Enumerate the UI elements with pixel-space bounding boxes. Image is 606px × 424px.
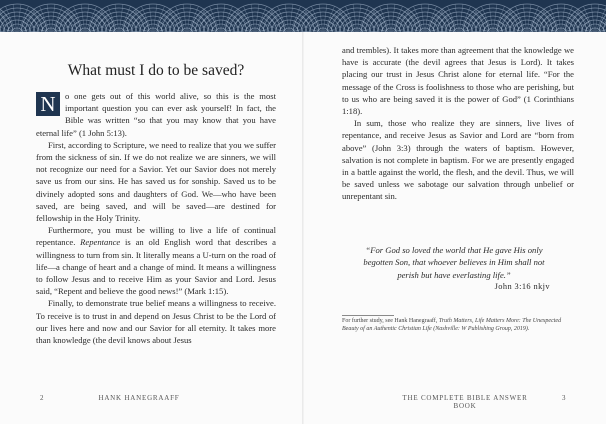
page-number-left: 2: [40, 394, 45, 402]
paragraph-first: First, according to Scripture, we need to realize that you we suffer from the sickness of sin. If we do not realize we are sinners, we will not recognize our need for a Savior. Yet our Savior does not merely save us from our sins. He has saved us for sonship. Saved us to be divinely adopted sons and daughters of God. We—who have been saved, are being saved, and will be saved—are destined for fellowship in the Holy Trinity.: [36, 139, 276, 224]
quote-text: “For God so loved the world that He gave His only begotten Son, that whoever believes in Him shall not perish but have everlasting life.”: [363, 245, 545, 280]
scripture-quote: [354, 244, 554, 294]
decorative-header-band: [0, 0, 606, 32]
running-head-author: HANK HANEGRAAFF: [98, 394, 180, 402]
left-body-text: [36, 90, 276, 346]
right-page: [304, 32, 606, 424]
fan-pattern: [0, 0, 606, 32]
quote-reference: John 3:16 nkjv: [494, 282, 550, 292]
paragraph-finally: Finally, to demonstrate true belief means a willingness to receive. To receive is to trust in and depend on Jesus Christ to be the Lord of our lives here and now and our Savior for all eternity. It takes more than knowledge (the devil knows about Jesus: [36, 298, 276, 346]
footnote: For further study, see Hank Hanegraaff, Truth Matters, Life Matters More: The Unexpected Beauty of an Authentic Christian Life (Nashville: W Publishing Group, 2019).: [342, 318, 562, 332]
page-title: What must I do to be saved?: [67, 62, 245, 79]
paragraph-in-sum: In sum, those who realize they are sinners, live lives of repentance, and receive Jesus as Savior and Lord are “born from above” (John 3:3) through the waters of baptism. However, salvation is not complete in baptism. For we are presently engaged in a battle against the world, the flesh, and the devil. Thus, we will be saved unless we sabotage our salvation through unbelief or unrepentant sin.: [342, 118, 574, 202]
left-page: [0, 32, 302, 424]
right-body-text: [342, 44, 574, 203]
running-head-book: THE COMPLETE BIBLE ANSWER BOOK: [402, 394, 528, 410]
drop-cap: N: [36, 92, 60, 116]
italic-term: Repentance: [80, 237, 121, 248]
footnote-rule: [342, 315, 394, 316]
page-number-right: 3: [562, 394, 567, 402]
paragraph-intro: N o one gets out of this world alive, so this is the most important question you can ever ask yourself! In fact, the Bible was written “so that you may know that you have eternal life” (1 John 5:13).: [36, 91, 276, 138]
paragraph-continued: and trembles). It takes more than agreement that the knowledge we have is accurate (the devil agrees that Jesus is Lord). It takes placing our trust in Jesus Christ alone for eternal life. “For the message of the Cross is foolishness to those who are perishing, but to us who are being saved it is the power of God” (1 Corinthians 1:18).: [342, 45, 574, 117]
paragraph-repentance: Furthermore, you must be willing to live a life of continual repentance. Repentance is an old English word that describes a willingness to turn from sin. It literally means a U-turn on the road of life—a change of heart and a change of mind. It means a willingness to follow Jesus and to receive Him as your Savior and Lord. Jesus said, “Repent and believe the good news!” (Mark 1:15).: [36, 225, 276, 297]
